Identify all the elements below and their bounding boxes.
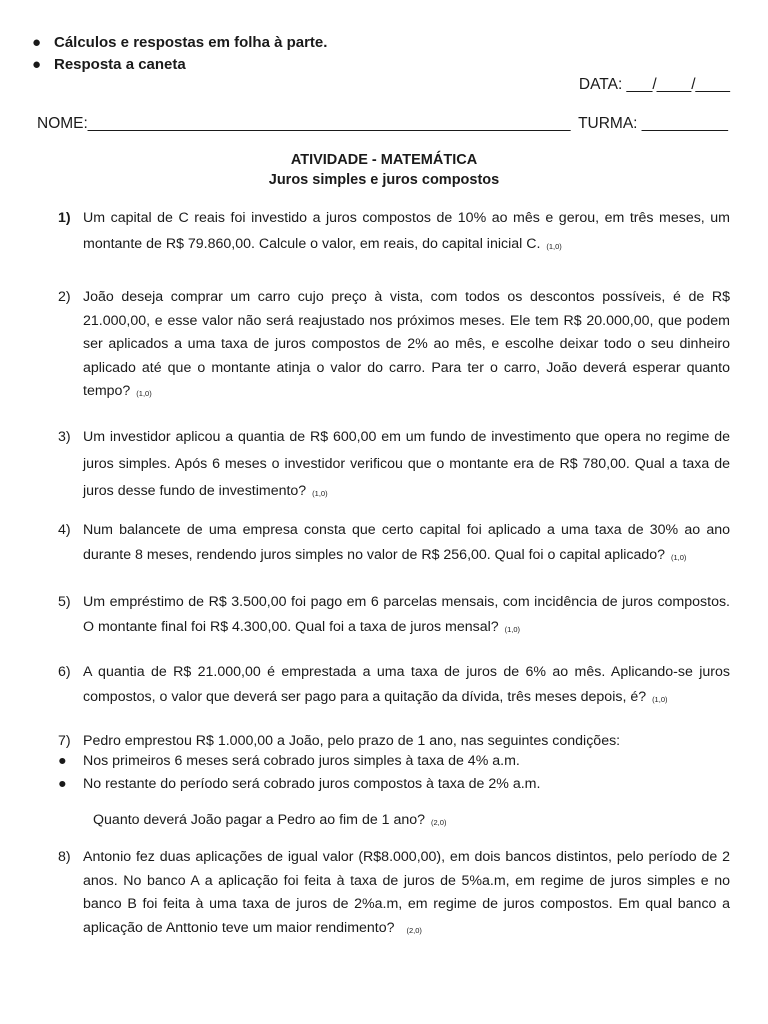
points-label: (1,0): [652, 695, 668, 704]
question-3: 3) Um investidor aplicou a quantia de R$ 600,00 em um fundo de investimento que opera no regime de juros simples. Após 6 meses o investidor verificou que o montante era de R$ 780,00. Qual a taxa de juros desse fundo de investimento? (1,0): [58, 429, 730, 499]
question-7-prompt: Quanto deverá João pagar a Pedro ao fim de 1 ano? (2,0): [93, 812, 447, 828]
points-label: (1,0): [312, 489, 328, 498]
points-label: (1,0): [546, 242, 562, 251]
question-7-bullet-1: ● Nos primeiros 6 meses será cobrado juros simples à taxa de 4% a.m.: [58, 753, 520, 769]
question-4: 4) Num balancete de uma empresa consta que certo capital foi aplicado a uma taxa de 30% ao ano durante 8 meses, rendendo juros simples no valor de R$ 256,00. Qual foi o capital aplicado? (1,0): [58, 522, 730, 563]
bullet-icon: ●: [32, 34, 42, 51]
points-label: (2,0): [406, 925, 422, 935]
question-2: 2) João deseja comprar um carro cujo preço à vista, com todos os descontos possíveis, é de R$ 21.000,00, e esse valor não será reajustado nos próximos meses. Ele tem R$ 20.000,00, que podem ser aplicados a uma taxa de juros compostos de 2% ao mês, e escolhe deixar todo o seu dinheiro aplicado até que o montante atinja o valor do carro. Para ter o carro, João deverá esperar quanto tempo? (1,0): [58, 289, 730, 399]
points-label: (1,0): [671, 553, 687, 562]
name-field: NOME:________________________________________________________: [37, 115, 571, 132]
question-1: 1) Um capital de C reais foi investido a juros compostos de 10% ao mês e gerou, em três meses, um montante de R$ 79.860,00. Calcule o valor, em reais, do capital inicial C. (1,0): [58, 210, 730, 252]
bullet-icon: ●: [58, 776, 67, 792]
points-label: (2,0): [431, 818, 447, 827]
instruction-2: ● Resposta a caneta: [32, 56, 186, 73]
question-7-bullet-2: ● No restante do período será cobrado juros compostos à taxa de 2% a.m.: [58, 776, 541, 792]
bullet-icon: ●: [32, 56, 42, 73]
question-5: 5) Um empréstimo de R$ 3.500,00 foi pago em 6 parcelas mensais, com incidência de juros compostos. O montante final foi R$ 4.300,00. Qual foi a taxa de juros mensal? (1,0): [58, 594, 730, 635]
instruction-1: ● Cálculos e respostas em folha à parte.: [32, 34, 328, 51]
question-8: 8) Antonio fez duas aplicações de igual valor (R$8.000,00), em dois bancos distintos, pelo período de 2 anos. No banco A a aplicação foi feita à taxa de juros de 5%a.m, em regime de juros simples e no banco B foi feita à uma taxa de juros de 2%a.m, em regime de juros compostos. Em qual banco a aplicação de Anttonio teve um maior rendimento? (2,0): [58, 849, 730, 936]
page-subtitle: Juros simples e juros compostos: [268, 172, 500, 188]
class-field: TURMA: __________: [578, 115, 728, 132]
question-7: 7) Pedro emprestou R$ 1.000,00 a João, pelo prazo de 1 ano, nas seguintes condições:: [58, 733, 621, 749]
points-label: (1,0): [136, 389, 152, 398]
points-label: (1,0): [504, 625, 520, 634]
date-field: DATA: ___/____/____: [578, 76, 730, 93]
question-6: 6) A quantia de R$ 21.000,00 é emprestada a uma taxa de juros de 6% ao mês. Aplicando-se juros compostos, o valor que deverá ser pago para a quitação da dívida, três meses depois, é? (1,0): [58, 664, 730, 705]
page-title: ATIVIDADE - MATEMÁTICA: [290, 152, 478, 168]
bullet-icon: ●: [58, 753, 67, 769]
